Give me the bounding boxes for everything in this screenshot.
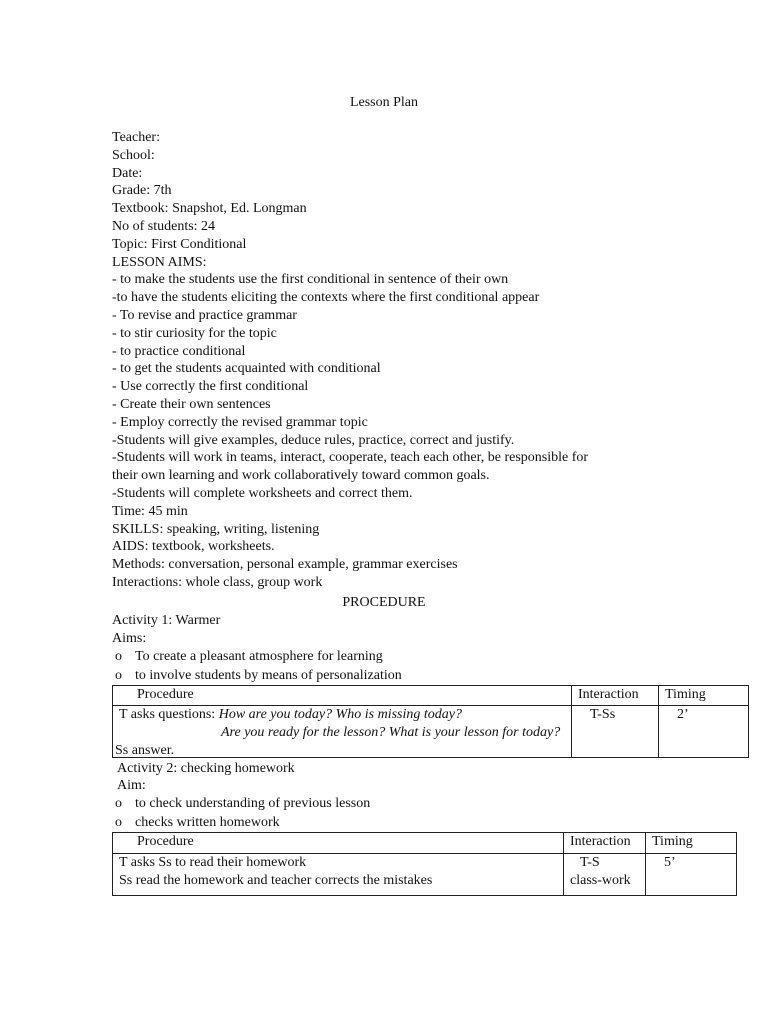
aim-line: - Create their own sentences	[112, 396, 271, 412]
students-answer: Ss answer.	[115, 743, 175, 758]
table-row	[113, 854, 737, 896]
activity-2-title: Activity 2: checking homework	[117, 761, 295, 776]
aim-line: - to make the students use the first conditional in sentence of their own	[112, 272, 509, 288]
procedure-cell: T asks Ss to read their homework Ss read the homework and teacher corrects the mistakes	[113, 854, 564, 896]
table-header-row	[113, 686, 749, 706]
activity-2-aims-list	[112, 794, 712, 832]
grade-line: Grade: 7th	[112, 183, 172, 199]
date-line: Date:	[112, 165, 143, 181]
textbook-line: Textbook: Snapshot, Ed. Longman	[112, 201, 307, 217]
aim-line: - Employ correctly the revised grammar topic	[112, 414, 368, 430]
aim-line: - Use correctly the first conditional	[112, 379, 309, 395]
methods-line: Methods: conversation, personal example, grammar exercises	[112, 557, 458, 573]
column-header-timing: Timing	[659, 686, 749, 706]
table-header-row	[113, 833, 737, 854]
school-line: School:	[112, 147, 155, 163]
aim-line: - to get the students acquainted with conditional	[112, 361, 381, 377]
aim-line: -Students will work in teams, interact, cooperate, teach each other, be responsible for	[112, 450, 589, 466]
activity-1-aims-label: Aims:	[112, 631, 147, 646]
column-header-procedure: Procedure	[113, 833, 564, 854]
interaction-cell: T-Ss	[572, 706, 659, 758]
aim-line: - to stir curiosity for the topic	[112, 325, 277, 341]
aim-line: -Students will complete worksheets and correct them.	[112, 485, 413, 501]
bullet-circle-icon: o	[115, 649, 122, 664]
skills-line: SKILLS: speaking, writing, listening	[112, 521, 320, 537]
interactions-line: Interactions: whole class, group work	[112, 574, 323, 590]
activity-2-procedure-table	[112, 832, 737, 896]
aim-line: -Students will give examples, deduce rules, practice, correct and justify.	[112, 432, 515, 448]
aim-line: - To revise and practice grammar	[112, 307, 297, 323]
column-header-interaction: Interaction	[564, 833, 646, 854]
aim-line: their own learning and work collaboratively toward common goals.	[112, 468, 490, 484]
list-item: o To create a pleasant atmosphere for learning	[115, 649, 383, 664]
list-item: o to check understanding of previous lesson	[115, 796, 371, 811]
bullet-circle-icon: o	[115, 796, 122, 811]
students-count-line: No of students: 24	[112, 218, 216, 234]
timing-cell: 2’	[659, 706, 749, 758]
document-title: Lesson Plan	[349, 95, 419, 110]
activity-2-aim-label: Aim:	[117, 778, 146, 793]
time-line: Time: 45 min	[112, 503, 188, 519]
procedure-heading: PROCEDURE	[342, 595, 426, 610]
teacher-line: Teacher:	[112, 130, 160, 145]
aim-line: - to practice conditional	[112, 343, 246, 359]
aim-line: -to have the students eliciting the contexts where the first conditional appear	[112, 290, 540, 306]
warmer-questions: How are you today? Who is missing today?	[218, 707, 463, 722]
activity-1-title: Activity 1: Warmer	[112, 613, 221, 628]
bullet-circle-icon: o	[115, 815, 122, 830]
warmer-questions-continued: Are you ready for the lesson? What is your lesson for today?	[221, 725, 561, 740]
activity-1-aims-list	[112, 647, 712, 685]
column-header-timing: Timing	[646, 833, 737, 854]
aids-line: AIDS: textbook, worksheets.	[112, 539, 275, 555]
activity-1-procedure-table	[112, 685, 749, 758]
column-header-procedure: Procedure	[113, 686, 572, 706]
topic-line: Topic: First Conditional	[112, 236, 247, 252]
bullet-circle-icon: o	[115, 668, 122, 683]
timing-cell: 5’	[646, 854, 737, 896]
table-row	[113, 706, 749, 758]
column-header-interaction: Interaction	[572, 686, 659, 706]
interaction-cell: T-S class-work	[564, 854, 646, 896]
lesson-aims-heading: LESSON AIMS:	[112, 254, 207, 270]
lesson-details	[112, 129, 712, 592]
list-item: o to involve students by means of personalization	[115, 668, 402, 683]
procedure-cell: T asks questions: How are you today? Who is missing today? Are you ready for the lesson? What is your lesson for today? Ss answer.	[113, 706, 572, 758]
list-item: o checks written homework	[115, 815, 280, 830]
